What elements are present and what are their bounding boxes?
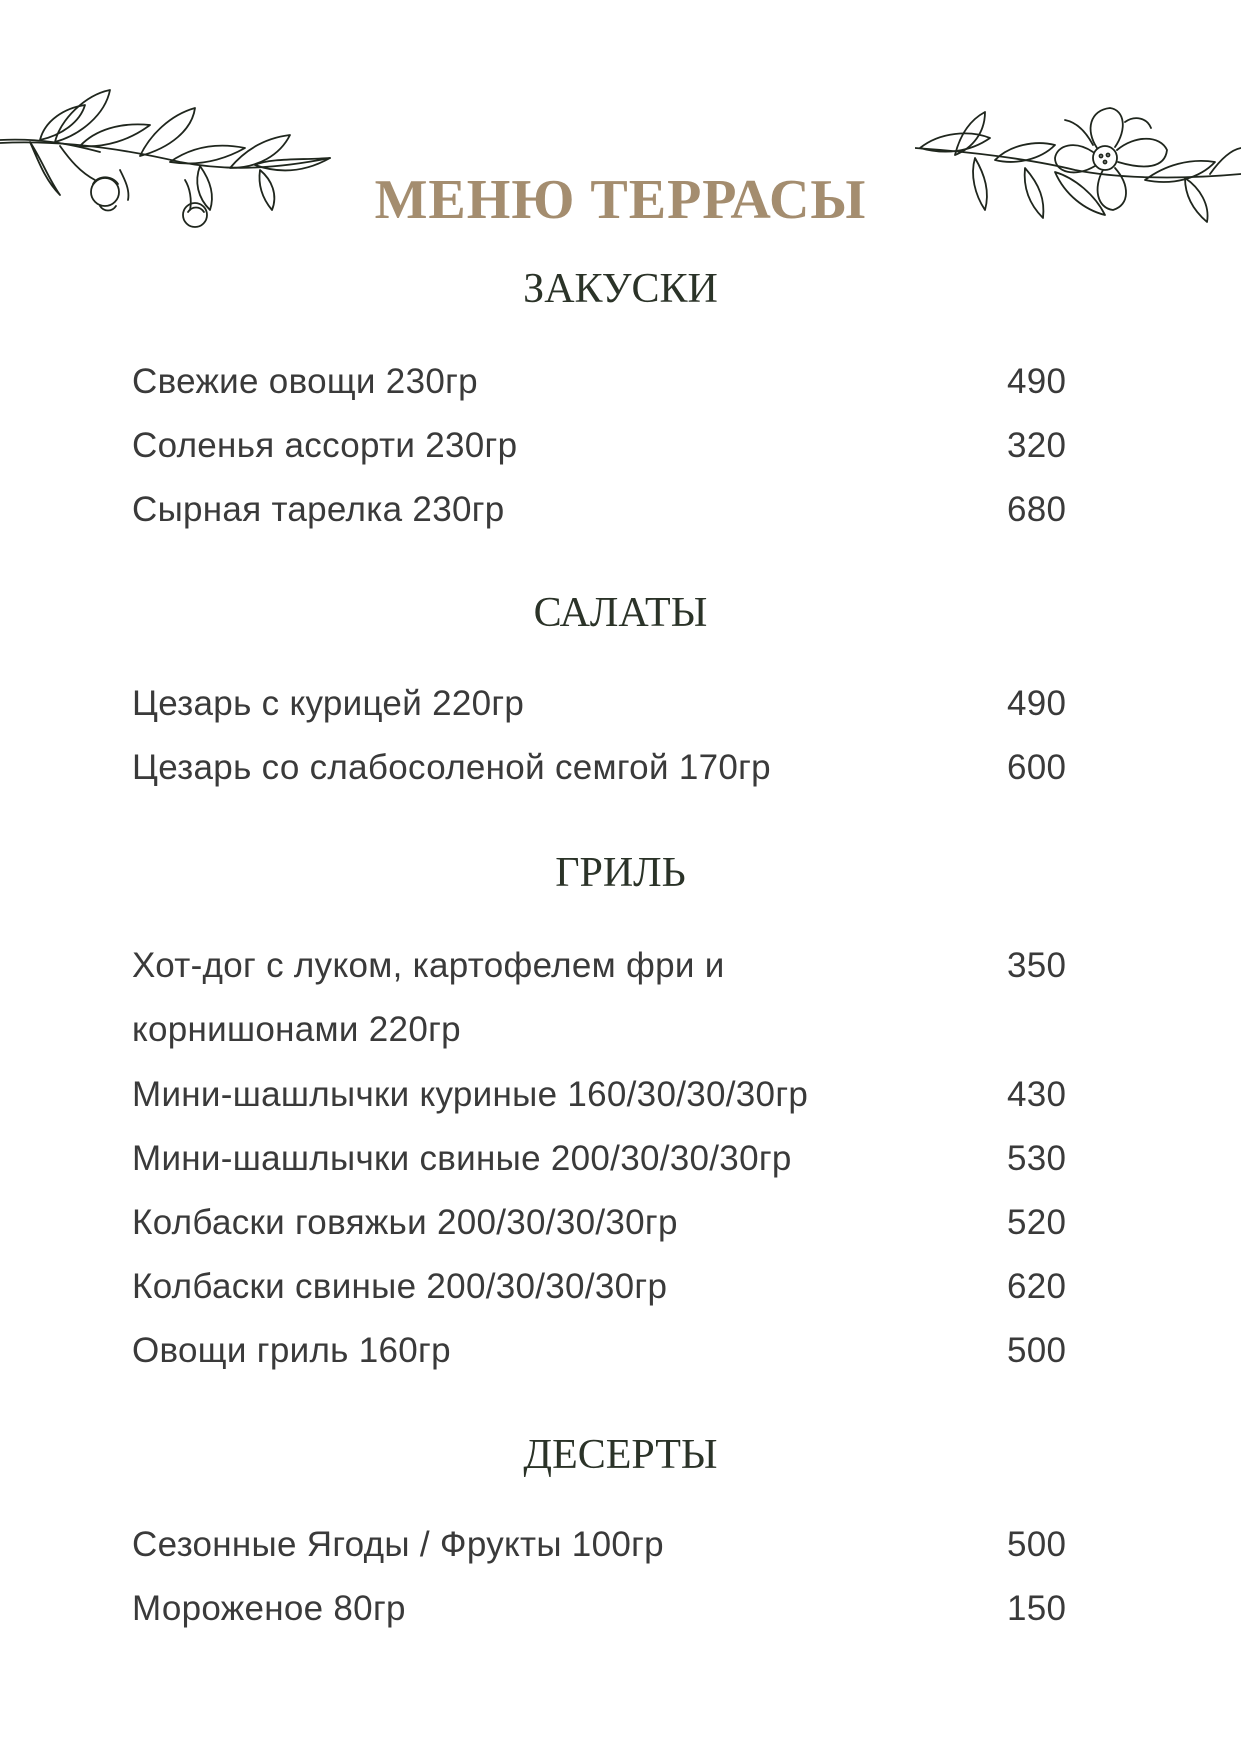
menu-item-name: Цезарь с курицей 220гр bbox=[132, 684, 525, 723]
menu-item-price: 600 bbox=[1007, 748, 1067, 787]
menu-item-name: Свежие овощи 230гр bbox=[132, 362, 478, 401]
section-title-snacks: ЗАКУСКИ bbox=[523, 266, 718, 312]
menu-item-price: 620 bbox=[1007, 1267, 1067, 1306]
section-title-salads: САЛАТЫ bbox=[533, 590, 708, 636]
menu-item-price: 490 bbox=[1007, 684, 1067, 723]
menu-item-price: 500 bbox=[1007, 1525, 1067, 1564]
section-title-desserts: ДЕСЕРТЫ bbox=[523, 1432, 718, 1478]
menu-item-name: Сезонные Ягоды / Фрукты 100гр bbox=[132, 1525, 664, 1564]
menu-item-price: 150 bbox=[1007, 1589, 1067, 1628]
menu-item-price: 490 bbox=[1007, 362, 1067, 401]
menu-item-name: Мини-шашлычки свиные 200/30/30/30гр bbox=[132, 1139, 792, 1178]
menu-item-name: Овощи гриль 160гр bbox=[132, 1331, 451, 1370]
menu-item-price: 500 bbox=[1007, 1331, 1067, 1370]
menu-item-name: Мороженое 80гр bbox=[132, 1589, 406, 1628]
menu-item-name: Колбаски свиные 200/30/30/30гр bbox=[132, 1267, 668, 1306]
menu-item-name: Соленья ассорти 230гр bbox=[132, 426, 518, 465]
menu-item-name: Колбаски говяжьи 200/30/30/30гр bbox=[132, 1203, 678, 1242]
menu-item-price: 350 bbox=[1007, 946, 1067, 985]
menu-item-name: Мини-шашлычки куриные 160/30/30/30гр bbox=[132, 1075, 809, 1114]
section-title-grill: ГРИЛЬ bbox=[555, 850, 686, 896]
menu-item-price: 680 bbox=[1007, 490, 1067, 529]
menu-item-price: 520 bbox=[1007, 1203, 1067, 1242]
menu-item-name: Цезарь со слабосоленой семгой 170гр bbox=[132, 748, 771, 787]
menu-item-name: Сырная тарелка 230гр bbox=[132, 490, 505, 529]
menu-item-name: Хот-дог с луком, картофелем фри и корнишонами 220гр bbox=[132, 946, 725, 1049]
menu-item-price: 430 bbox=[1007, 1075, 1067, 1114]
page-title: МЕНЮ ТЕРРАСЫ bbox=[374, 169, 867, 231]
menu-item-price: 530 bbox=[1007, 1139, 1067, 1178]
menu-item-price: 320 bbox=[1007, 426, 1067, 465]
